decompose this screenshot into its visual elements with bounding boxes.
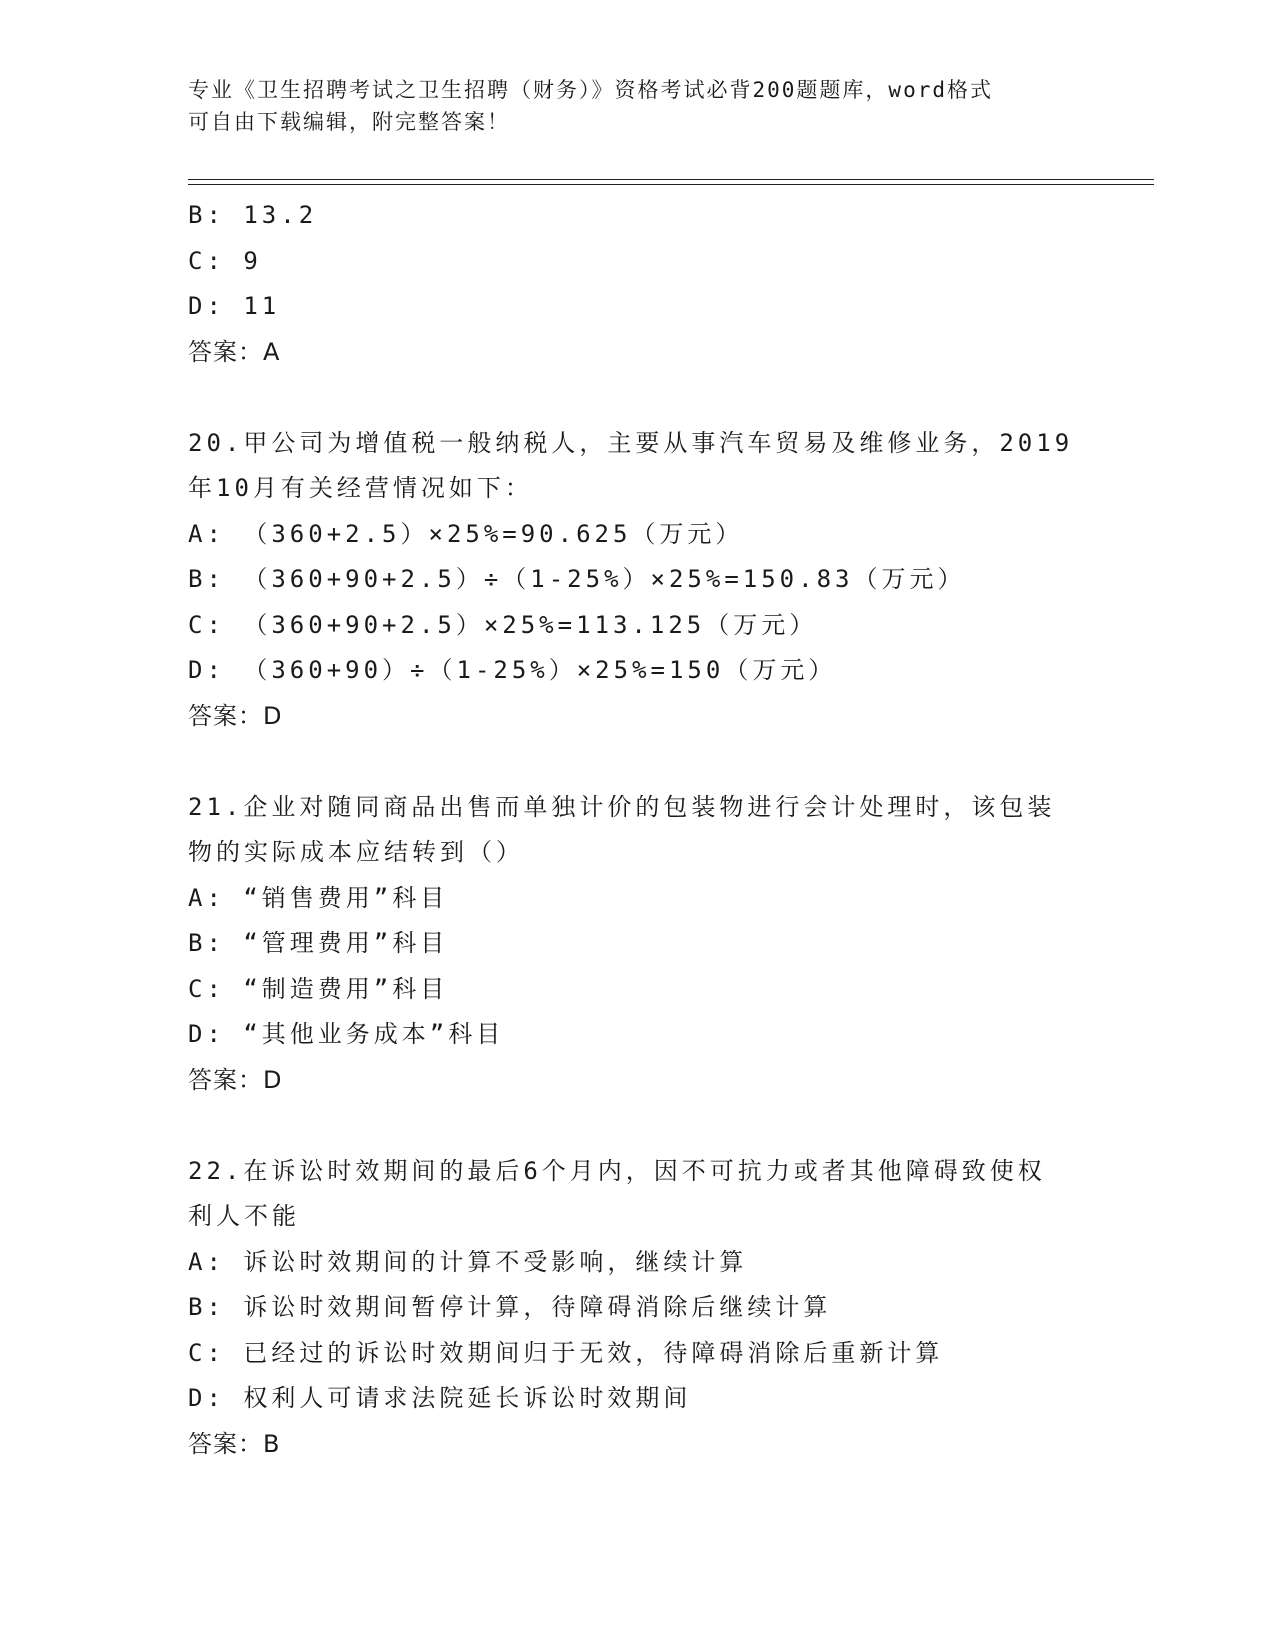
question-stem-line-2: 利人不能: [188, 1202, 300, 1230]
option-d: D: 权利人可请求法院延长诉讼时效期间: [188, 1384, 692, 1412]
header-line-2: 可自由下载编辑，附完整答案！: [188, 110, 510, 134]
document-header: [188, 74, 1088, 138]
option-d: D: 11: [188, 292, 281, 320]
header-rule-top: [188, 179, 1154, 180]
question-22: [188, 1149, 1088, 1468]
header-line-1: 专业《卫生招聘考试之卫生招聘（财务）》资格考试必背200题题库，word格式: [188, 78, 993, 102]
option-b: B: 诉讼时效期间暂停计算，待障碍消除后继续计算: [188, 1293, 832, 1321]
option-c: C: “制造费用”科目: [188, 974, 449, 1003]
option-b: B: “管理费用”科目: [188, 929, 449, 957]
answer: 答案：A: [188, 337, 281, 366]
question-20: [188, 421, 1088, 740]
option-b: B: （360+90+2.5）÷（1-25%）×25%=150.83（万元）: [188, 565, 966, 593]
option-c: C: （360+90+2.5）×25%=113.125（万元）: [188, 610, 818, 639]
option-c: C: 9: [188, 246, 262, 275]
answer: 答案：B: [188, 1429, 281, 1458]
question-content: [188, 193, 1088, 1467]
option-b: B: 13.2: [188, 201, 318, 229]
question-19-continued: [188, 193, 1088, 375]
option-a: A: 诉讼时效期间的计算不受影响，继续计算: [188, 1247, 748, 1276]
option-d: D: （360+90）÷（1-25%）×25%=150（万元）: [188, 656, 837, 684]
question-stem-line-1: 21.企业对随同商品出售而单独计价的包装物进行会计处理时，该包装: [188, 792, 1056, 821]
answer: 答案：D: [188, 1065, 283, 1094]
question-stem-line-2: 年10月有关经营情况如下：: [188, 474, 533, 502]
question-stem-line-1: 22.在诉讼时效期间的最后6个月内，因不可抗力或者其他障碍致使权: [188, 1156, 1046, 1185]
question-stem-line-2: 物的实际成本应结转到（）: [188, 838, 524, 866]
header-rule-bottom: [188, 184, 1154, 185]
option-a: A: “销售费用”科目: [188, 883, 449, 912]
option-d: D: “其他业务成本”科目: [188, 1020, 505, 1048]
answer: 答案：D: [188, 701, 283, 730]
option-c: C: 已经过的诉讼时效期间归于无效，待障碍消除后重新计算: [188, 1338, 944, 1367]
question-stem-line-1: 20.甲公司为增值税一般纳税人，主要从事汽车贸易及维修业务，2019: [188, 428, 1074, 457]
option-a: A: （360+2.5）×25%=90.625（万元）: [188, 519, 744, 548]
question-21: [188, 785, 1088, 1104]
